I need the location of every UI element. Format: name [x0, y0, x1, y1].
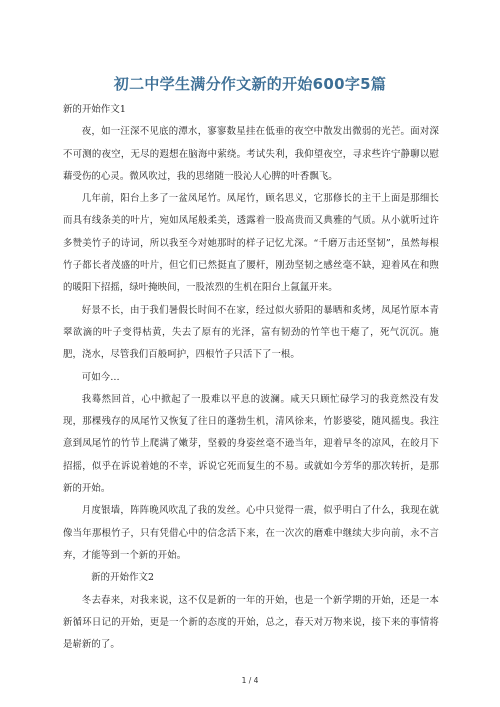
page-number: 1 / 4 [241, 676, 259, 685]
paragraph: 夜，如一汪深不见底的潭水，寥寥数星挂在低垂的夜空中散发出微弱的光芒。面对深不可测的夜空，无尽的遐想在脑海中萦绕。考试失利，我仰望夜空，寻求些许宁静聊以慰藉受伤的心灵。微风吹过，我的思绪随一股沁人心脾的叶香飘飞。 [63, 126, 439, 182]
paragraph: 几年前，阳台上多了一盆凤尾竹。凤尾竹，顾名思义，它那修长的主干上面是那细长而具有线条美的叶片，宛如凤尾般柔美，透露着一股高贵而又典雅的气质。从小就听过许多赞美竹子的诗词，所以我至今对她那时的样子记忆尤深。“千磨万击还坚韧”，虽然每根竹子都长者茂盛的叶片，但它们已然挺直了腰杆，刚劲坚韧之感丝毫不缺，迎着风在和煦的暖阳下招摇，绿叶掩映间，一股浓烈的生机在阳台上氤氲开来。 [63, 193, 439, 294]
paragraph: 可如今… [81, 371, 120, 383]
paragraph: 冬去春来，对我来说，这不仅是新的一年的开始，也是一个新学期的开始，还是一本新循环日记的开始，更是一个新的态度的开始，总之，春天对万物来说，接下来的事情将是崭新的了。 [63, 594, 439, 651]
document-body [63, 99, 439, 656]
paragraph: 我蓦然回首，心中掀起了一股难以平息的波澜。咸天只顾忙碌学习的我竟然没有发现，那棵残存的凤尾竹又恢复了往日的蓬勃生机，清风徐来，竹影婆娑，随风摇曳。我注意到凤尾竹的竹节上爬满了嫩芽，坚毅的身姿丝毫不逊当年，迎着早冬的凉风，在皎月下招摇，似乎在诉说着她的不幸，诉说它死而复生的不易。或就如今芳华的那次转折，是那新的开始。 [63, 393, 439, 495]
document-title: 初二中学生满分作文新的开始600字5篇 [113, 75, 387, 93]
paragraph: 好景不长，由于我们暑假长时间不在家，经过似火骄阳的暴晒和炙烤，凤尾竹原本青翠欲滴的叶子变得枯黄，失去了原有的光泽，富有韧劲的竹竿也干瘪了，死气沉沉。施肥，浇水，尽管我们百般呵护，四根竹子只活下了一根。 [63, 304, 439, 361]
section-heading-2: 新的开始作文2 [91, 572, 155, 584]
section-heading-1: 新的开始作文1 [63, 104, 126, 115]
paragraph: 月度银墙，阵阵晚风吹乱了我的发丝。心中只觉得一震，似乎明白了什么，我现在就像当年那根竹子，只有凭借心中的信念活下来，在一次次的磨难中继续大步向前，永不言弃，才能等到一个新的开始。 [63, 505, 439, 561]
